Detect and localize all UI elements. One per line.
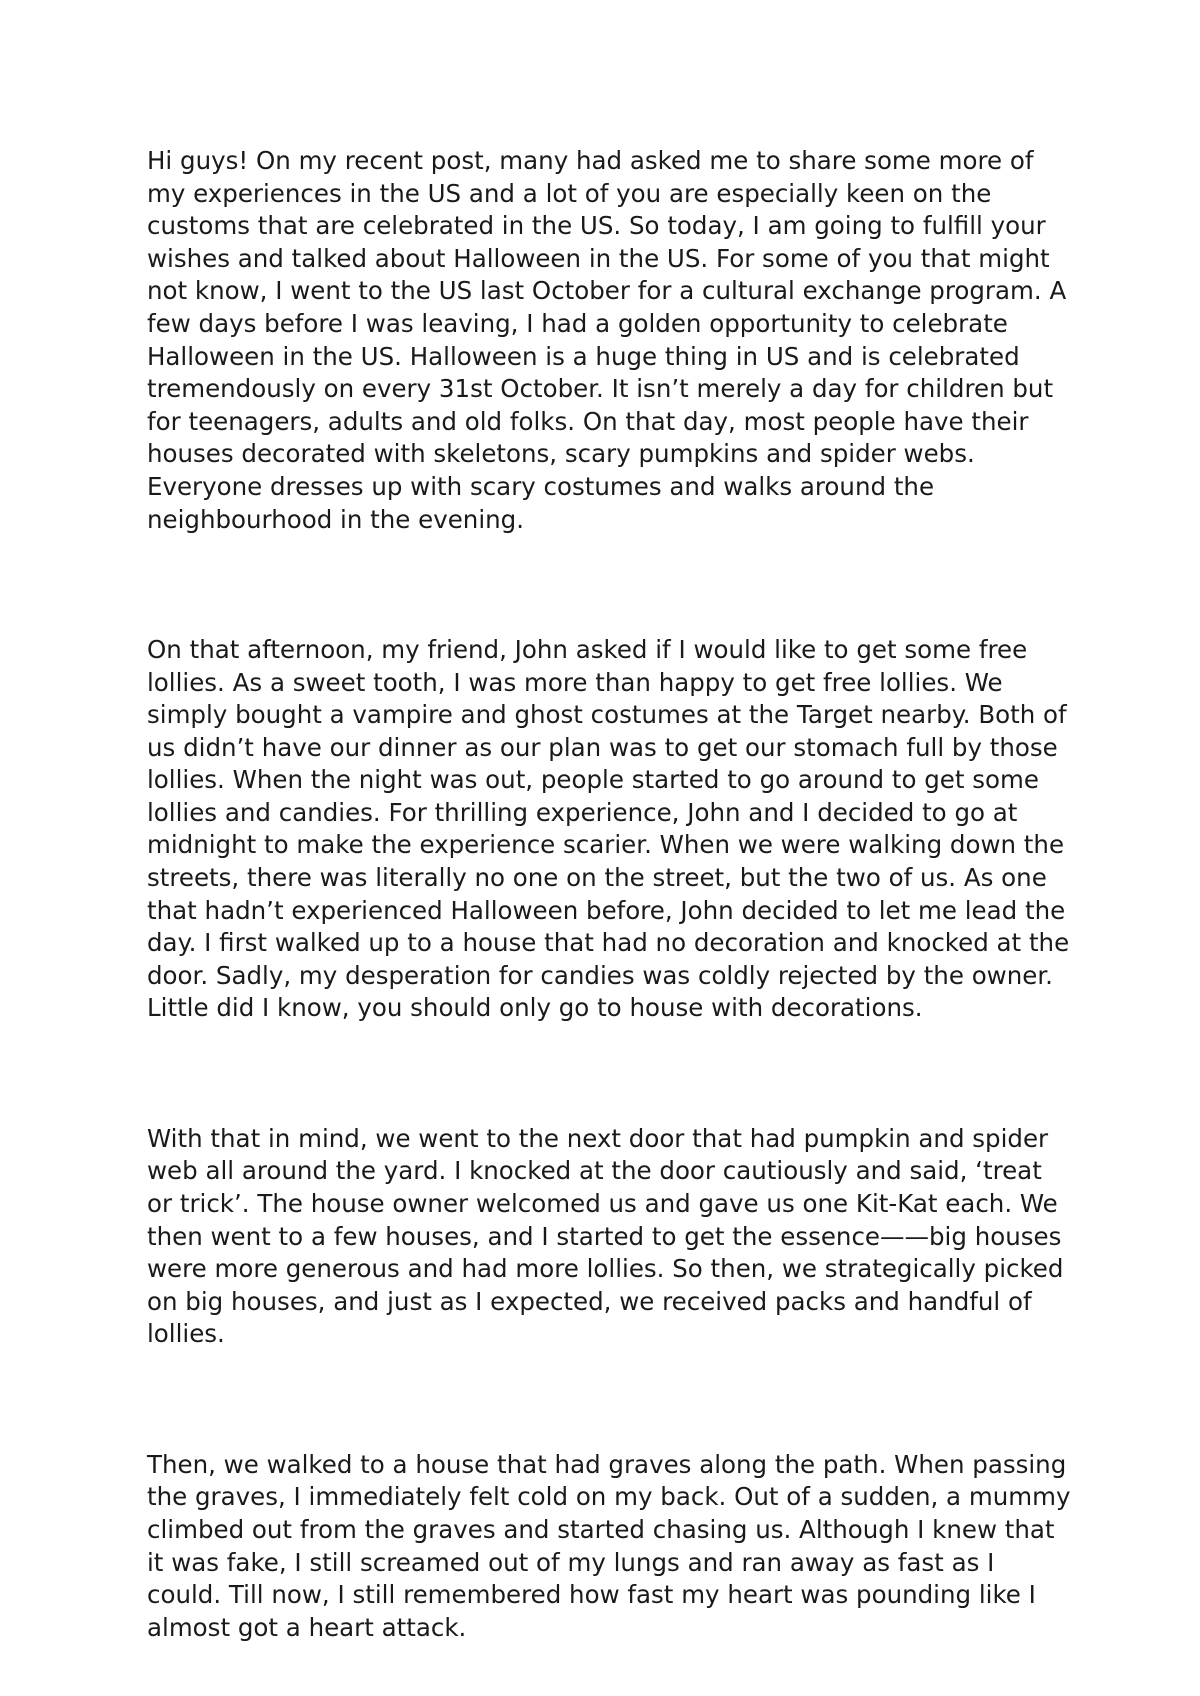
paragraph-4: Then, we walked to a house that had graves along the path. When passing the graves, I immediately felt cold on my back. Out of a sudden, a mummy climbed out from the graves and started chasing us. Although I knew that it was fake, I still screamed out of my lungs and ran away as fast as I could. Till now, I still remembered how fast my heart was pounding like I almost got a heart attack.	[147, 1449, 1071, 1642]
paragraph-2: On that afternoon, my friend, John asked if I would like to get some free lollies. As a sweet tooth, I was more than happy to get free lollies. We simply bought a vampire and ghost costumes at the Target nearby. Both of us didn’t have our dinner as our plan was to get our stomach full by those lollies. When the night was out, people started to go around to get some lollies and candies. For thrilling experience, John and I decided to go at midnight to make the experience scarier. When we were walking down the streets, there was literally no one on the street, but the two of us. As one that hadn’t experienced Halloween before, John decided to let me lead the day. I first walked up to a house that had no decoration and knocked at the door. Sadly, my desperation for candies was coldly rejected by the owner. Little did I know, you should only go to house with decorations.	[147, 634, 1070, 1023]
paragraph-1: Hi guys! On my recent post, many had asked me to share some more of my experiences in the US and a lot of you are especially keen on the customs that are celebrated in the US. So today, I am going to fulfill your wishes and talked about Halloween in the US. For some of you that might not know, I went to the US last October for a cultural exchange program. A few days before I was leaving, I had a golden opportunity to celebrate Halloween in the US. Halloween is a huge thing in US and is celebrated tremendously on every 31st October. It isn’t merely a day for children but for teenagers, adults and old folks. On that day, most people have their houses decorated with skeletons, scary pumpkins and spider webs. Everyone dresses up with scary costumes and walks around the neighbourhood in the evening.	[147, 146, 1067, 534]
document-body	[147, 145, 1072, 1644]
paragraph-3: With that in mind, we went to the next door that had pumpkin and spider web all around the yard. I knocked at the door cautiously and said, ‘treat or trick’. The house owner welcomed us and gave us one Kit-Kat each. We then went to a few houses, and I started to get the essence——big houses were more generous and had more lollies. So then, we strategically picked on big houses, and just as I expected, we received packs and handful of lollies.	[147, 1123, 1064, 1349]
